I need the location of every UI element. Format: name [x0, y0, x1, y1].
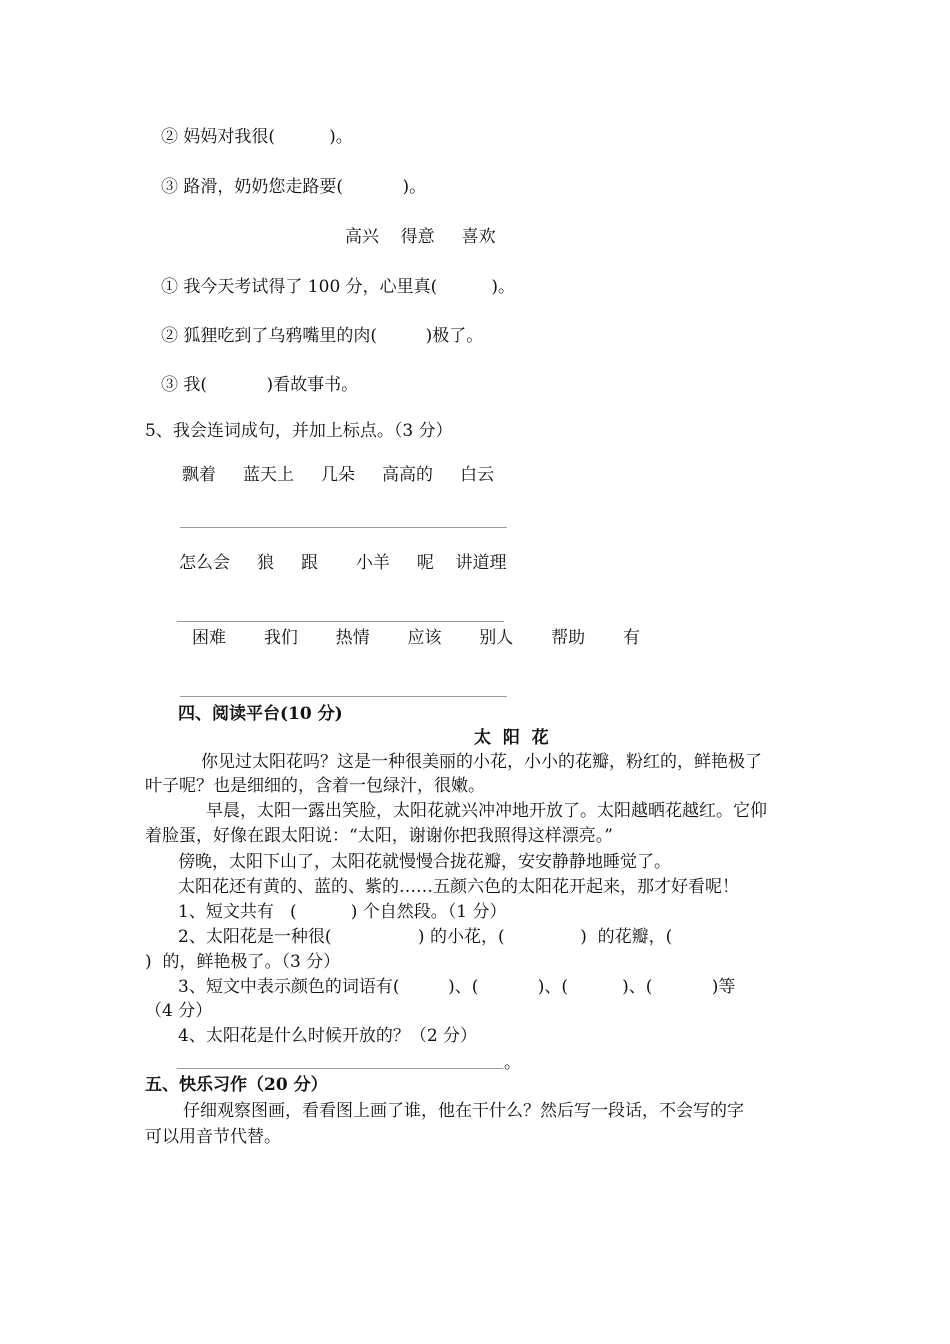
writing-prompt-2: 可以用音节代替。 — [145, 1127, 281, 1147]
q4b-sentence-2: ② 狐狸吃到了乌鸦嘴里的肉( )极了。 — [161, 326, 484, 346]
q5-words-group-1: 飘着 蓝天上 几朵 高高的 白云 — [182, 465, 495, 485]
q5-words-group-3: 困难 我们 热情 应该 别人 帮助 有 — [192, 628, 640, 648]
q5-title: 5、我会连词成句，并加上标点。（3 分） — [145, 421, 453, 441]
q4b-word-bank: 高兴 得意 喜欢 — [345, 227, 496, 247]
reading-question-4: 4、太阳花是什么时候开放的？（2 分） — [178, 1026, 478, 1046]
story-paragraph-4: 太阳花还有黄的、蓝的、紫的……五颜六色的太阳花开起来，那才好看呢！ — [178, 877, 739, 897]
section5-heading: 五、快乐习作（20 分） — [145, 1075, 328, 1095]
reading-answer-period: 。 — [504, 1053, 521, 1073]
q5-answer-line-3[interactable] — [180, 696, 507, 697]
story-paragraph-2b: 着脸蛋，好像在跟太阳说：“太阳，谢谢你把我照得这样漂亮。” — [145, 826, 613, 846]
reading-question-1: 1、短文共有 ( ) 个自然段。（1 分） — [178, 902, 507, 922]
story-paragraph-1a: 你见过太阳花吗？这是一种很美丽的小花，小小的花瓣，粉红的，鲜艳极了 — [201, 752, 762, 772]
reading-question-2a: 2、太阳花是一种很( ) 的小花，( ) 的花瓣，( — [178, 927, 673, 947]
story-paragraph-1b: 叶子呢？也是细细的，含着一包绿汁，很嫩。 — [145, 776, 485, 796]
q5-words-group-2: 怎么会 狼 跟 小羊 呢 讲道理 — [179, 553, 507, 573]
section4-heading: 四、阅读平台(10 分) — [178, 704, 343, 724]
reading-question-3a: 3、短文中表示颜色的词语有( )、( )、( )、( )等 — [178, 977, 736, 997]
reading-answer-line[interactable] — [177, 1068, 503, 1069]
story-title: 太 阳 花 — [474, 728, 549, 748]
q4b-sentence-1: ① 我今天考试得了 100 分，心里真( )。 — [161, 277, 515, 297]
reading-question-3b: （4 分） — [145, 1001, 213, 1021]
q4a-sentence-2: ② 妈妈对我很( )。 — [161, 127, 353, 147]
q5-answer-line-2[interactable] — [177, 621, 504, 622]
q5-answer-line-1[interactable] — [180, 527, 507, 528]
writing-prompt-1: 仔细观察图画，看看图上画了谁，他在干什么？然后写一段话，不会写的字 — [183, 1101, 744, 1121]
story-paragraph-2a: 早晨，太阳一露出笑脸，太阳花就兴冲冲地开放了。太阳越晒花越红。它仰 — [206, 801, 767, 821]
reading-question-2b: ) 的，鲜艳极了。（3 分） — [145, 952, 341, 972]
story-paragraph-3: 傍晚，太阳下山了，太阳花就慢慢合拢花瓣，安安静静地睡觉了。 — [178, 852, 671, 872]
q4b-sentence-3: ③ 我( )看故事书。 — [161, 375, 359, 395]
q4a-sentence-3: ③ 路滑，奶奶您走路要( )。 — [161, 177, 427, 197]
